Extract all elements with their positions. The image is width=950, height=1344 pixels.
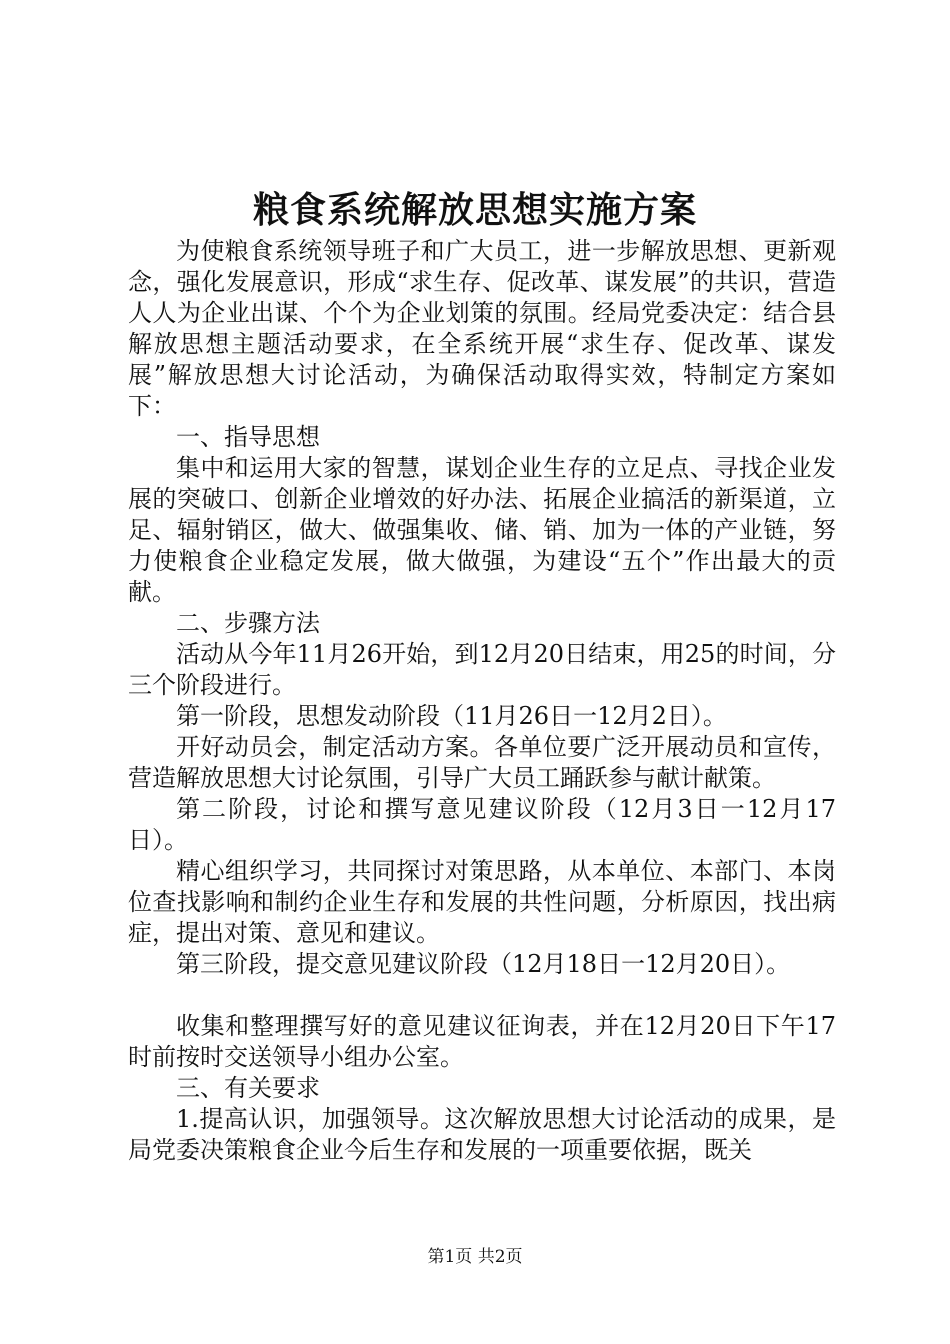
requirement-one-paragraph: 1.提高认识，加强领导。这次解放思想大讨论活动的成果，是局党委决策粮食企业今后生存和发展的一项重要依据，既关 <box>128 1105 836 1164</box>
intro-paragraph: 为使粮食系统领导班子和广大员工，进一步解放思想、更新观念，强化发展意识，形成“求生存、促改革、谋发展”的共识，营造人人为企业出谋、个个为企业划策的氛围。经局党委决定：结合县解放思想主题活动要求，在全系统开展“求生存、促改革、谋发展”解放思想大讨论活动，为确保活动取得实效，特制定方案如下： <box>128 237 836 420</box>
document-title: 粮食系统解放思想实施方案 <box>252 189 697 231</box>
section-heading-requirements: 三、有关要求 <box>176 1074 320 1102</box>
guiding-thought-paragraph: 集中和运用大家的智慧，谋划企业生存的立足点、寻找企业发展的突破口、创新企业增效的好办法、拓展企业搞活的新渠道，立足、辐射销区，做大、做强集收、储、销、加为一体的产业链，努力使粮食企业稳定发展，做大做强，为建设“五个”作出最大的贡献。 <box>128 454 836 606</box>
phase-one-paragraph: 开好动员会，制定活动方案。各单位要广泛开展动员和宣传，营造解放思想大讨论氛围，引导广大员工踊跃参与献计献策。 <box>128 733 836 792</box>
section-heading-steps-methods: 二、步骤方法 <box>176 609 320 637</box>
page-footer: 第1页 共2页 <box>427 1247 523 1267</box>
phase-one-heading: 第一阶段，思想发动阶段（11月26日一12月2日）。 <box>176 702 727 730</box>
phase-two-paragraph: 精心组织学习，共同探讨对策思路，从本单位、本部门、本岗位查找影响和制约企业生存和发展的共性问题，分析原因，找出病症，提出对策、意见和建议。 <box>128 857 836 947</box>
phase-three-heading: 第三阶段，提交意见建议阶段（12月18日一12月20日）。 <box>176 950 791 978</box>
phase-three-paragraph: 收集和整理撰写好的意见建议征询表，并在12月20日下午17时前按时交送领导小组办公室。 <box>128 1012 836 1071</box>
document-body <box>128 236 836 1166</box>
schedule-paragraph: 活动从今年11月26开始，到12月20日结束，用25的时间，分三个阶段进行。 <box>128 640 836 699</box>
section-heading-guiding-thought: 一、指导思想 <box>176 423 320 451</box>
phase-two-heading: 第二阶段，讨论和撰写意见建议阶段（12月3日一12月17日）。 <box>128 795 836 854</box>
